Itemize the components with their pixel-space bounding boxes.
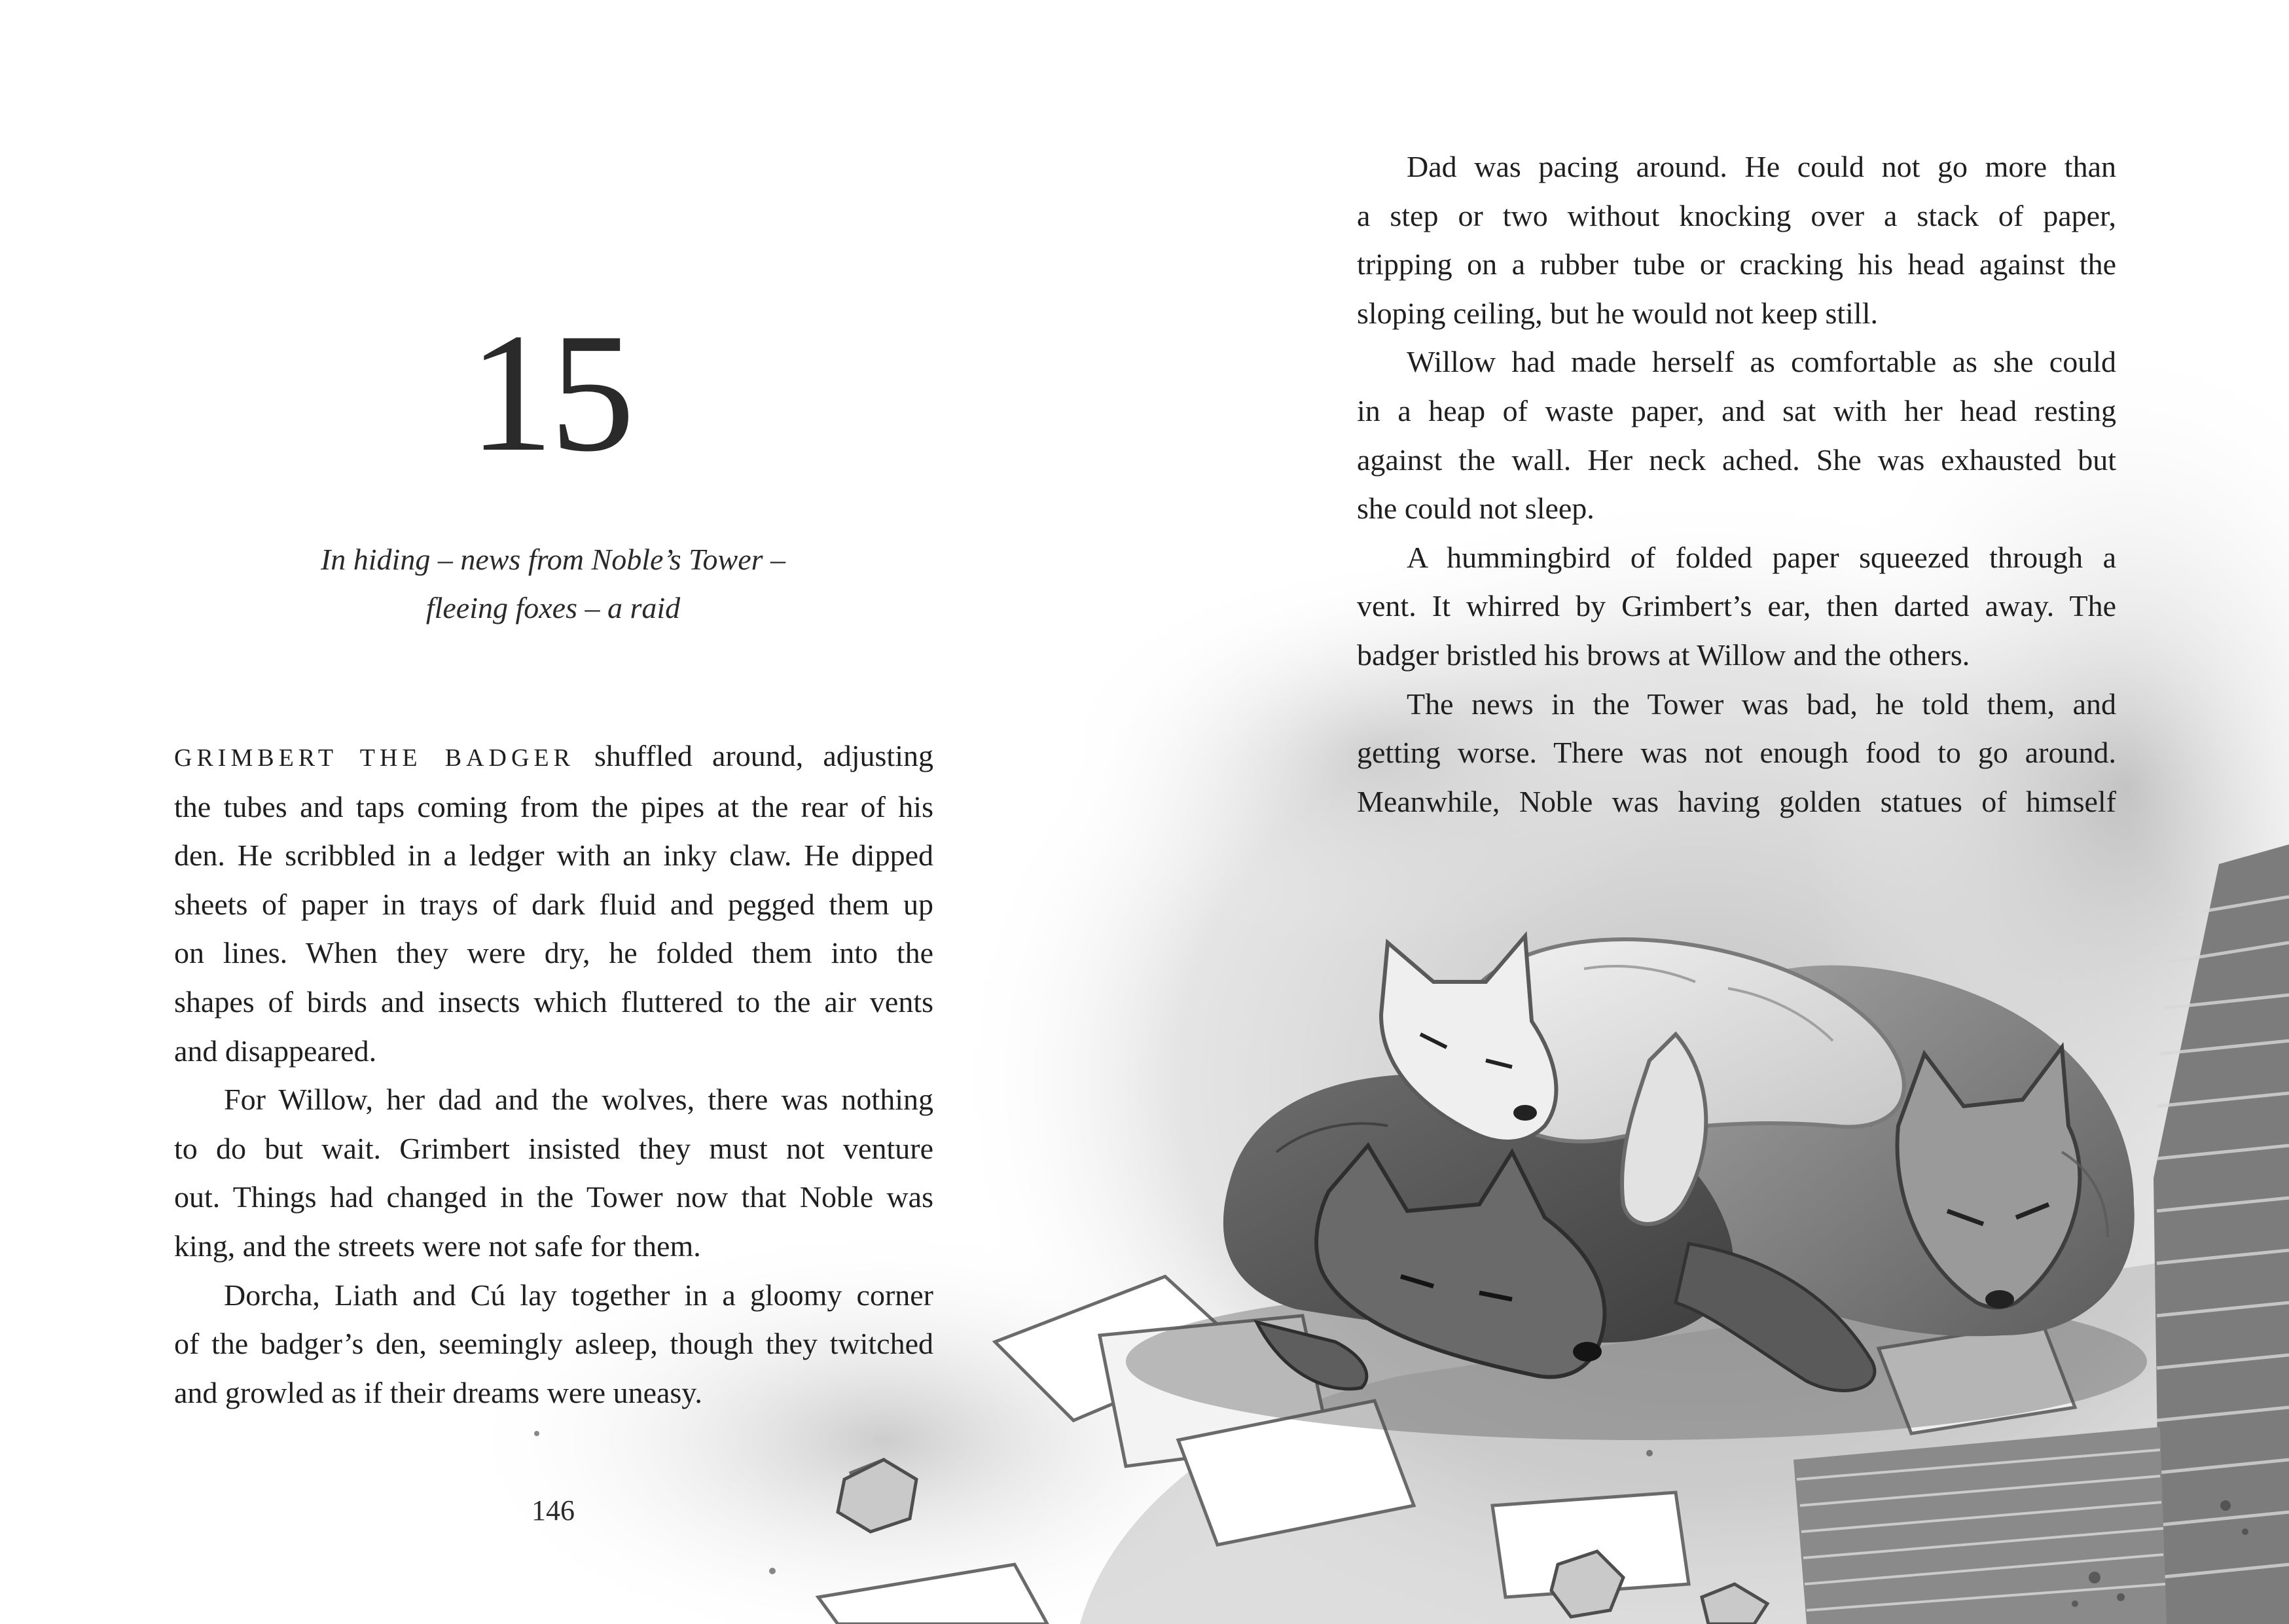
- text-line: she could not sleep.: [1357, 492, 1595, 526]
- text-line: king, and the streets were not safe for them.: [174, 1229, 701, 1263]
- chapter-subtitle-line: fleeing foxes – a raid: [425, 591, 681, 624]
- text-line: to do but wait. Grimbert insisted they must not venture: [174, 1131, 933, 1165]
- text-line: Dad was pacing around. He could not go more than: [1407, 150, 2116, 183]
- text-line: shapes of birds and insects which fluttered to the air vents: [174, 984, 933, 1019]
- text-line: in a heap of waste paper, and sat with her head resting: [1357, 393, 2116, 427]
- left-page-body: [174, 732, 933, 1417]
- text-line: the tubes and taps coming from the pipes at the rear of his: [174, 789, 933, 823]
- opening-smallcaps: GRIMBERT THE BADGER: [174, 744, 575, 772]
- paragraph: [174, 732, 933, 1075]
- paragraph: [1357, 533, 2116, 680]
- chapter-number: 15: [469, 298, 631, 487]
- text-line: sloping ceiling, but he would not keep still.: [1357, 296, 1878, 330]
- text-line: against the wall. Her neck ached. She was exhausted but: [1357, 442, 2116, 477]
- text-line: a step or two without knocking over a stack of paper,: [1357, 198, 2116, 232]
- text-line: A hummingbird of folded paper squeezed through a: [1407, 540, 2116, 574]
- paragraph: [1357, 143, 2116, 338]
- text-line: and growled as if their dreams were uneasy.: [174, 1375, 702, 1409]
- text-line: getting worse. There was not enough food to go around.: [1357, 736, 2116, 770]
- chapter-subtitle: [236, 535, 871, 632]
- text-line: For Willow, her dad and the wolves, there was nothing: [224, 1083, 933, 1117]
- text-line: Willow had made herself as comfortable as she could: [1407, 345, 2116, 379]
- text-line: tripping on a rubber tube or cracking his head against the: [1357, 247, 2116, 281]
- text-line: Meanwhile, Noble was having golden statues of himself: [1357, 784, 2116, 818]
- text-line: den. He scribbled in a ledger with an inky claw. He dipped: [174, 839, 933, 873]
- text-line: on lines. When they were dry, he folded them into the: [174, 936, 933, 970]
- text-line: badger bristled his brows at Willow and the others.: [1357, 638, 1970, 672]
- text-line: Dorcha, Liath and Cú lay together in a gloomy corner: [224, 1278, 933, 1312]
- paragraph: [1357, 680, 2116, 827]
- chapter-subtitle-line: In hiding – news from Noble’s Tower –: [320, 543, 786, 576]
- text-line: out. Things had changed in the Tower now that Noble was: [174, 1180, 933, 1214]
- text-line: of the badger’s den, seemingly asleep, though they twitched: [174, 1327, 933, 1361]
- text-line: and disappeared.: [174, 1034, 377, 1068]
- paragraph: [1357, 338, 2116, 533]
- text-line: vent. It whirred by Grimbert’s ear, then darted away. The: [1357, 589, 2116, 623]
- right-page-body: [1357, 143, 2116, 826]
- paragraph: [174, 1075, 933, 1271]
- text-line: sheets of paper in trays of dark fluid and pegged them up: [174, 887, 933, 921]
- text-line: The news in the Tower was bad, he told them, and: [1407, 687, 2116, 721]
- page-number: 146: [532, 1494, 575, 1526]
- paragraph: [174, 1271, 933, 1418]
- text-line: GRIMBERT THE BADGER shuffled around, adjusting: [174, 739, 933, 772]
